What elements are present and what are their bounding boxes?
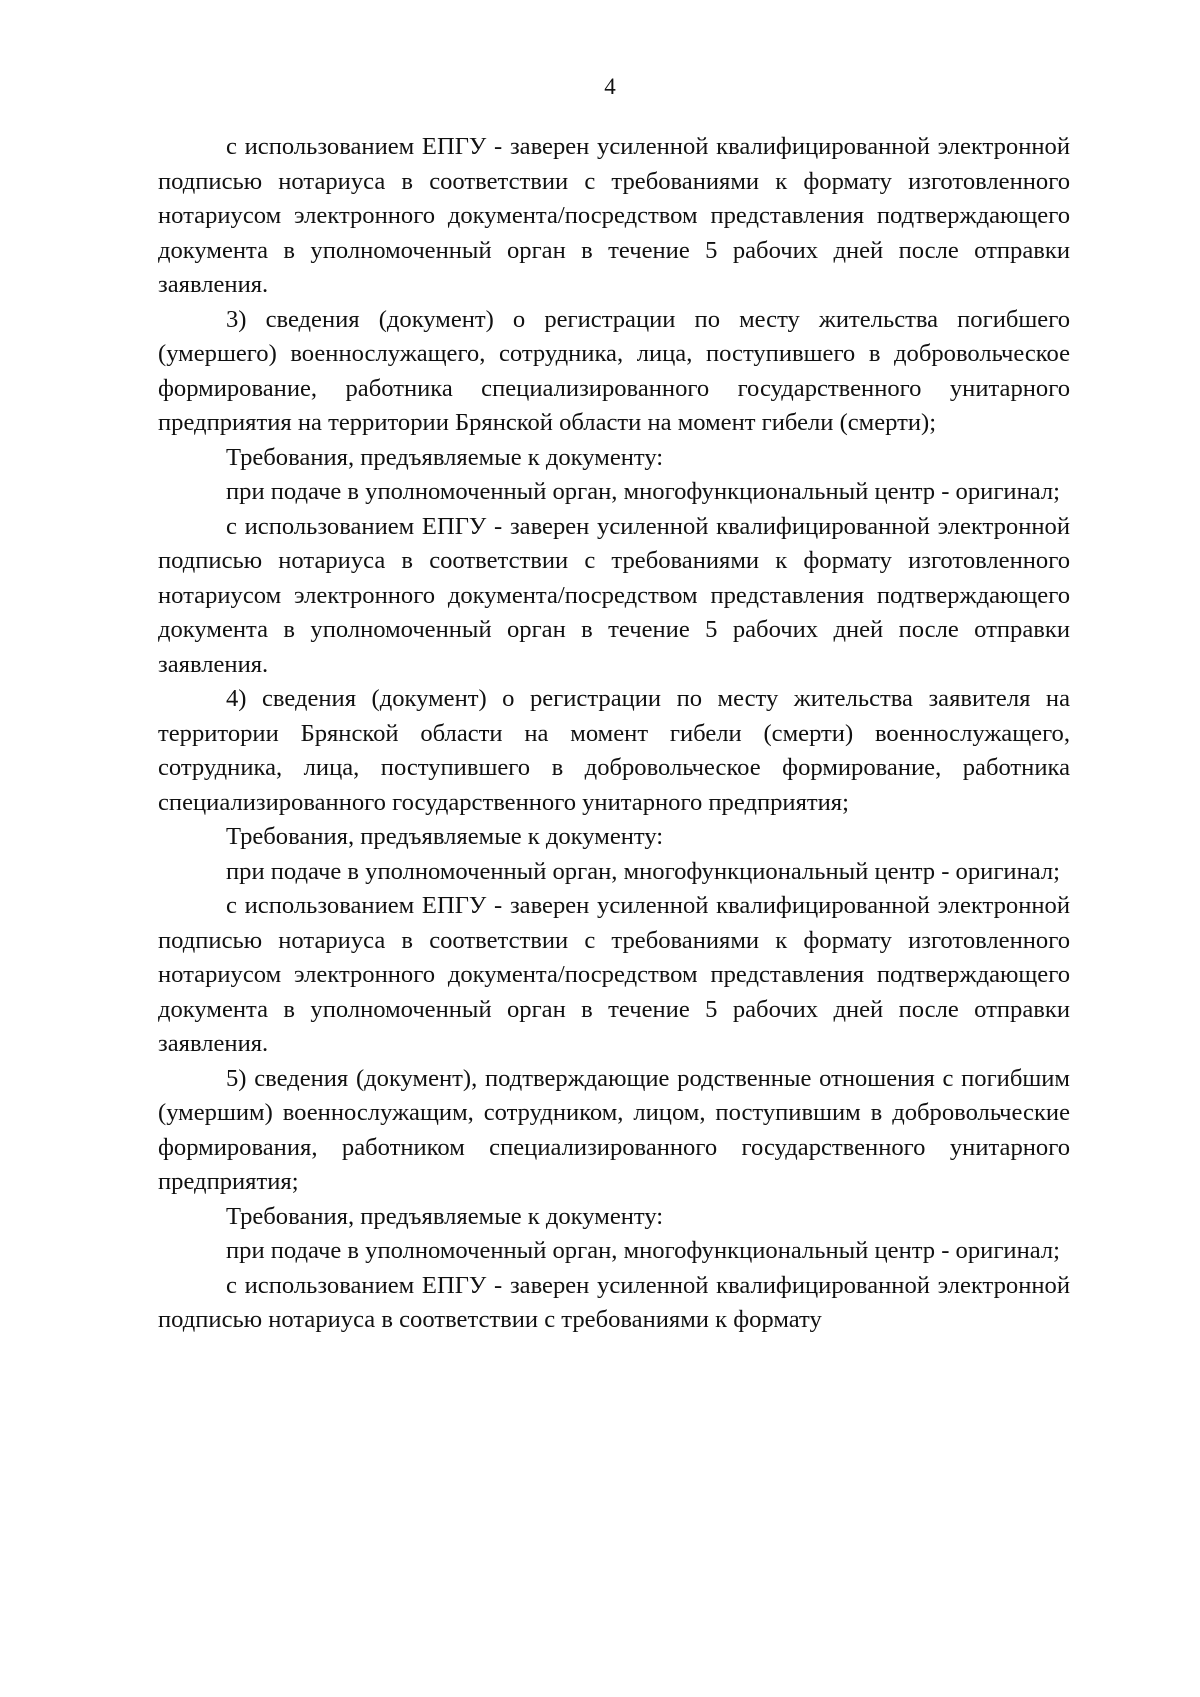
paragraph-7-requirements-heading: Требования, предъявляемые к документу: bbox=[226, 823, 664, 850]
paragraph-10-item-5-kinship: 5) сведения (документ), подтверждающие родственные отношения с погибшим (умершим) военнослужащим, сотрудником, лицом, поступившим в добровольческие формирования, работником специализированного государственного унитарного предприятия; bbox=[158, 1064, 1070, 1195]
paragraph-1-epgu-certification: с использованием ЕПГУ - заверен усиленной квалифицированной электронной подписью нотариуса в соответствии с требованиями к формату изготовленного нотариусом электронного документа/посредством представления подтверждающего документа в уполномоченный орган в течение 5 рабочих дней после отправки заявления. bbox=[158, 133, 1070, 298]
paragraph-6-item-4-applicant-registration: 4) сведения (документ) о регистрации по месту жительства заявителя на территории Брянской области на момент гибели (смерти) военнослужащего, сотрудника, лица, поступившего в добровольческое формирование, работника специализированного государственного унитарного предприятия; bbox=[158, 685, 1070, 816]
paragraph-9-epgu-certification: с использованием ЕПГУ - заверен усиленной квалифицированной электронной подписью нотариуса в соответствии с требованиями к формату изготовленного нотариусом электронного документа/посредством представления подтверждающего документа в уполномоченный орган в течение 5 рабочих дней после отправки заявления. bbox=[158, 892, 1070, 1057]
paragraph-4-original-submission: при подаче в уполномоченный орган, многофункциональный центр - оригинал; bbox=[226, 478, 1060, 505]
page-number: 4 bbox=[604, 74, 616, 99]
paragraph-3-requirements-heading: Требования, предъявляемые к документу: bbox=[226, 443, 664, 471]
paragraph-8-original-submission: при подаче в уполномоченный орган, многофункциональный центр - оригинал; bbox=[226, 857, 1060, 885]
document-body bbox=[158, 130, 1070, 1338]
paragraph-5-epgu-certification: с использованием ЕПГУ - заверен усиленной квалифицированной электронной подписью нотариуса в соответствии с требованиями к формату изготовленного нотариусом электронного документа/посредством представления подтверждающего документа в уполномоченный орган в течение 5 рабочих дней после отправки заявления. bbox=[158, 512, 1070, 678]
paragraph-11-requirements-heading: Требования, предъявляемые к документу: bbox=[226, 1202, 664, 1230]
paragraph-2-item-3-deceased-registration: 3) сведения (документ) о регистрации по месту жительства погибшего (умершего) военнослужащего, сотрудника, лица, поступившего в добровольческое формирование, работника специализированного государственного унитарного предприятия на территории Брянской области на момент гибели (смерти); bbox=[158, 305, 1070, 436]
paragraph-12-original-submission: при подаче в уполномоченный орган, многофункциональный центр - оригинал; bbox=[226, 1237, 1060, 1264]
paragraph-13-epgu-certification: с использованием ЕПГУ - заверен усиленной квалифицированной электронной подписью нотариуса в соответствии с требованиями к формату bbox=[158, 1271, 1070, 1333]
